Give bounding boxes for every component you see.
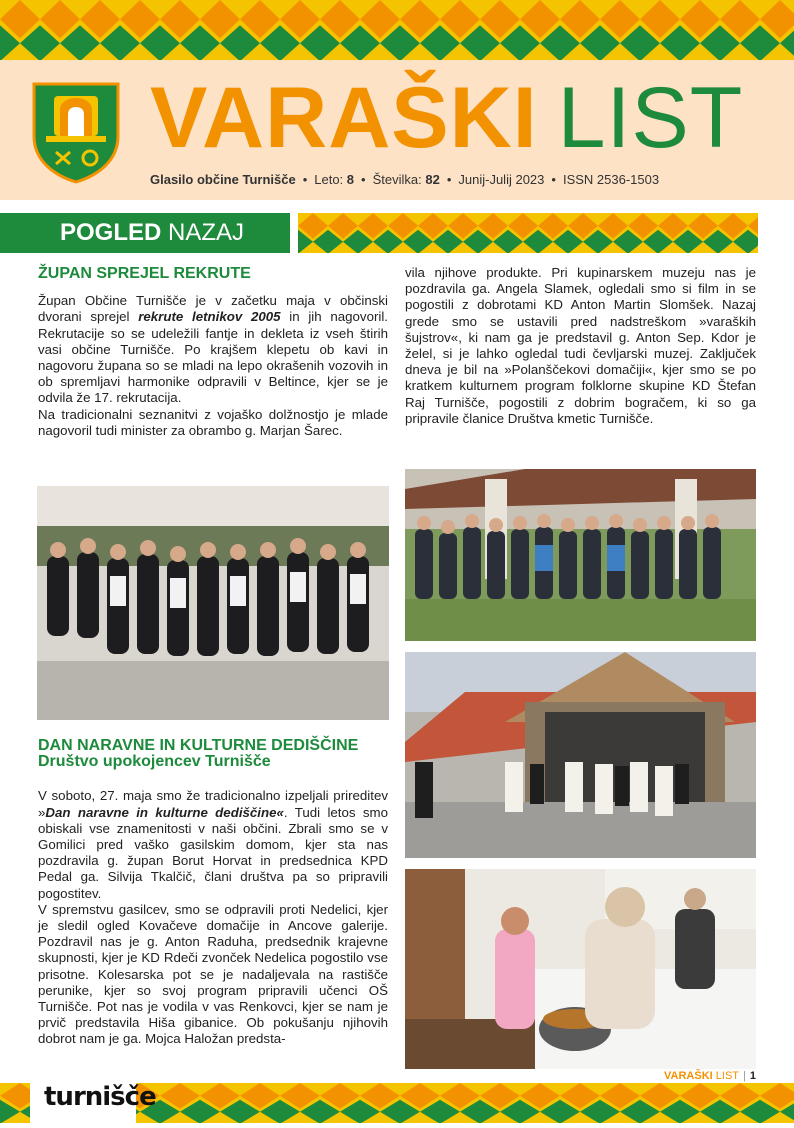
emphasis: rekrute letnikov 2005 [138,309,281,325]
footer-title-light: LIST [715,1070,740,1082]
text-span: V soboto, 27. maja smo že tradicionalno izpeljali prireditev » [38,788,388,820]
article-paragraph: V spremstvu gasilcev, smo se odpravili proti Nedelici, kjer je sledil ogled Kovačeve domačije in Ancove galerije. Pozdravil nas je g. Anton Raduha, predsednik krajevne skupnosti, kjer je KD Rdeči zvonček Nedelica pogostilo vse prisotne. Kolesarska pot se je nadaljevala na rastišče perunike, kjer so svoj program pripravili učenci OŠ Turnišče. Pot nas je vodila v vas Renkovci, kjer se nam je prvič predstavila Hiša gibanice. Ob pokušanju njihovih dobrot nam je ga. Mojca Haložan predsta- [38,901,388,1047]
text-span: . Tudi letos smo obiskali vse znamenitosti v naši občini. Zbrali smo se v Gomilici pred vaško gasilskim domom, kjer sta nas pozdravila g. župan Borut Horvat in predsednica KPD Pedal ga. Silvija Tkalčič, člani društva pa so pripravili pogostitev. [38,804,388,901]
stevilka-label: Številka: [372,172,422,187]
text-span: in jih nagovoril. Rekrutacije so se udeležili fantje in dekleta iz vseh štirih vasi občine Turnišče. Po krajšem klepetu ob kavi in nagovoru župana so se mladi na lepo okrašenih vozovih in ob spremljavi harmonike odpravili v Beltince, kjer se je odvila že 17. rekrutacija. [38,309,389,406]
footer-separator: | [743,1070,746,1082]
photo-folklore [405,652,756,858]
masthead-subline: Glasilo občine Turnišče • Leto: 8 • Številka: 82 • Junij-Julij 2023 • ISSN 2536-1503 [150,172,660,187]
article-paragraph [38,293,388,406]
article-paragraph: Na tradicionalni seznanitvi z vojaško dolžnostjo je mlade nagovoril tudi minister za obrambo g. Marjan Šarec. [38,406,388,438]
issn: ISSN 2536-1503 [562,172,660,187]
masthead-title-light: LIST [557,70,744,166]
emphasis: Dan naravne in kulturne dediščine« [45,804,284,820]
section-decorative-band [298,213,758,253]
subtitle: Glasilo občine Turnišče [150,172,296,187]
article-title: DAN NARAVNE IN KULTURNE DEDIŠČINE [38,737,359,754]
masthead-title [150,70,743,166]
municipality-crest-icon [30,80,122,184]
photo-recruits [37,486,389,720]
logo-text: turnišče [44,1082,156,1112]
page-footer-label [664,1070,756,1082]
article-paragraph [38,788,388,901]
article-zupan [38,266,388,439]
photo-serving [405,869,756,1069]
article-dediscina-continued [405,265,756,427]
section-title-light: NAZAJ [168,219,245,246]
article-dediscina [38,738,388,1048]
masthead-title-bold: VARAŠKI [150,70,538,166]
footer-title-bold: VARAŠKI [664,1070,713,1082]
article-paragraph: vila njihove produkte. Pri kupinarskem muzeju nas je pozdravila ga. Angela Slamek, ogledali smo si film in se pogostili z dobrotami KD Anton Martin Slomšek. Nazaj grede smo se ustavili pred nadstreškom »varaških šujstrov«, ki nam ga je predstavil g. Anton Sep. Kdor je želel, si je lahko ogledal tudi čevljarski muzej. Zaključek dneva je bil na »Polanščekovi domačiji«, kjer smo se po kratkem kulturnem program folklorne skupine KD Štefan Raj Turnišče, pogostili z dobrim bogračem, ki so ga pripravile članice Društva kmetic Turnišče. [405,265,756,426]
issue-date: Junij-Julij 2023 [458,172,545,187]
article-subtitle: Društvo upokojencev Turnišče [38,753,271,771]
section-title-bold: POGLED [60,219,162,246]
text-span: Župan Občine Turnišče je v začetku maja v občinski dvorani sprejel [38,293,388,325]
leto-value: 8 [346,172,355,187]
turnisce-logo [30,1076,156,1123]
stevilka-value: 82 [425,172,440,187]
article-title: ŽUPAN SPREJEL REKRUTE [38,265,251,282]
leto-label: Leto: [314,172,344,187]
top-decorative-band [0,0,794,60]
photo-group [405,469,756,641]
page-number: 1 [749,1070,756,1082]
section-header [0,213,290,253]
